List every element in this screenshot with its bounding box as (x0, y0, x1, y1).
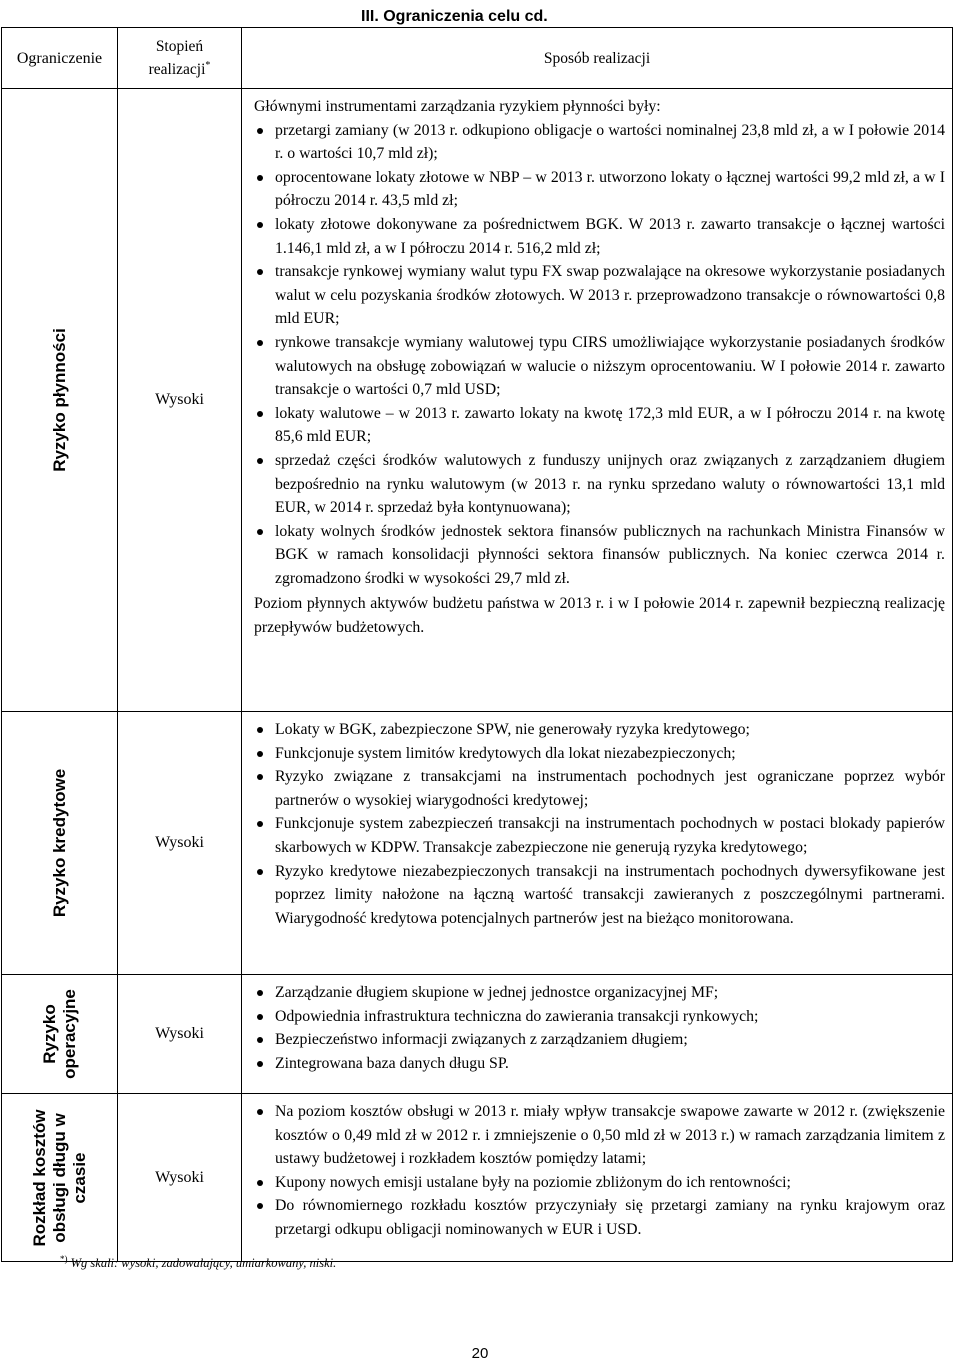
risk-name (50, 328, 70, 472)
risk-name-cell (2, 975, 118, 1094)
risk-name-line: Ryzyko płynności (49, 328, 69, 472)
risk-name-line: Ryzyko (39, 1004, 59, 1064)
risk-level: Wysoki (118, 712, 242, 975)
header-level-line2: realizacji (148, 61, 206, 79)
footnote (60, 1254, 336, 1271)
header-level-line1: Stopień (155, 37, 204, 55)
risk-description (242, 975, 953, 1094)
section-title: III. Ograniczenia celu cd. (361, 8, 548, 25)
description-summary: Poziom płynnych aktywów budżetu państwa w 2013 r. i w I połowie 2014 r. zapewnił bezpieczną realizację przepływów budżetowych. (254, 595, 945, 637)
risk-row (2, 975, 953, 1094)
page-number: 20 (471, 1345, 489, 1362)
bullet-item: Bezpieczeństwo informacji związanych z zarządzaniem długiem; (254, 1028, 945, 1052)
bullet-item: Zintegrowana baza danych długu SP. (254, 1052, 945, 1076)
bullet-item: transakcje rynkowej wymiany walut typu FX swap pozwalające na okresowe wykorzystanie posiadanych walut w celu pozyskania środków złotowych. W 2013 r. przeprowadzono transakcje o równowartości 0,8 mld EUR; (254, 260, 945, 331)
risk-row (2, 89, 953, 712)
bullet-item: Na poziom kosztów obsługi w 2013 r. miały wpływ transakcje swapowe zawarte w 2012 r. (zwiększenie kosztów o 0,49 mld zł w 2012 r. i zmniejszenie o 0,50 mld zł w 2013 r.) w ramach zarządzania limitem z ustawy budżetowej i rozkładem kosztów pomiędzy latami; (254, 1100, 945, 1171)
risk-description (242, 712, 953, 975)
description-intro: Głównymi instrumentami zarządzania ryzykiem płynności były: (254, 98, 661, 115)
bullet-list (254, 119, 945, 591)
bullet-item: lokaty wolnych środków jednostek sektora finansów publicznych na rachunkach Ministra Finansów w BGK w ramach konsolidacji płynności sektora finansów publicznych. Na koniec czerwca 2014 r. zgromadzono środki w wysokości 29,7 mld zł. (254, 520, 945, 591)
bullet-item: Odpowiednia infrastruktura techniczna do zawierania transakcji rynkowych; (254, 1005, 945, 1029)
bullet-item: lokaty walutowe – w 2013 r. zawarto lokaty na kwotę 172,3 mld EUR, a w I półroczu 2014 r. na kwotę 85,6 mld EUR; (254, 402, 945, 449)
risk-name-cell (2, 89, 118, 712)
bullet-item: Do równomiernego rozkładu kosztów przyczyniały się przetargi zamiany na rynku krajowym oraz przetargi odkupu obligacji nominowanych w EUR i USD. (254, 1194, 945, 1241)
footnote-marker: *) (60, 1254, 68, 1264)
risk-name (40, 989, 80, 1079)
bullet-item: Lokaty w BGK, zabezpieczone SPW, nie generowały ryzyka kredytowego; (254, 718, 945, 742)
header-method: Sposób realizacji (242, 28, 953, 89)
bullet-item: Kupony nowych emisji ustalane były na poziomie zbliżonym do ich rentowności; (254, 1171, 945, 1195)
bullet-list (254, 1100, 945, 1242)
risk-level: Wysoki (118, 1094, 242, 1262)
bullet-item: oprocentowane lokaty złotowe w NBP – w 2013 r. utworzono lokaty o łącznej wartości 99,2 mld zł, a w I półroczu 2014 r. 43,5 mld zł; (254, 166, 945, 213)
bullet-item: sprzedaż części środków walutowych z funduszy unijnych oraz związanych z zarządzaniem długiem bezpośrednio na rynku walutowym (w 2013 r. na rynku sprzedano waluty o równowartości 13,1 mld EUR, w 2014 r. sprzedaż była kontynuowana); (254, 449, 945, 520)
risk-name-line: czasie (69, 1151, 89, 1204)
bullet-item: Ryzyko związane z transakcjami na instrumentach pochodnych jest ograniczane poprzez wybór partnerów o wysokiej wiarygodności kredytowej; (254, 765, 945, 812)
risk-name (30, 1109, 90, 1246)
header-constraint: Ograniczenie (2, 28, 118, 89)
risk-level: Wysoki (118, 975, 242, 1094)
risk-name (50, 769, 70, 917)
bullet-item: przetargi zamiany (w 2013 r. odkupiono obligacje o wartości nominalnej 23,8 mld zł, a w I połowie 2014 r. o wartości 10,7 mld zł); (254, 119, 945, 166)
risk-description (242, 1094, 953, 1262)
bullet-list (254, 718, 945, 930)
bullet-item: Zarządzanie długiem skupione w jednej jednostce organizacyjnej MF; (254, 981, 945, 1005)
risk-name-line: obsługi długu w (49, 1112, 69, 1243)
risk-name-line: Ryzyko kredytowe (49, 768, 69, 918)
risk-row (2, 1094, 953, 1262)
risk-name-line: Rozkład kosztów (29, 1109, 49, 1246)
risk-name-cell (2, 1094, 118, 1262)
risk-name-line: operacyjne (59, 989, 79, 1079)
bullet-item: Ryzyko kredytowe niezabezpieczonych transakcji na instrumentach pochodnych dywersyfikowane jest poprzez limity nałożone na łączną wartość transakcji zawieranych z poszczególnymi partnerami. Wiarygodność kredytowa potencjalnych partnerów jest na bieżąco monitorowana. (254, 860, 945, 931)
header-level (118, 28, 242, 89)
risk-description (242, 89, 953, 712)
bullet-item: Funkcjonuje system zabezpieczeń transakcji na instrumentach pochodnych w postaci blokady papierów skarbowych w KDPW. Transakcje zabezpieczone nie generują ryzyka kredytowego; (254, 812, 945, 859)
risk-table (1, 27, 953, 1262)
header-row (2, 28, 953, 89)
footnote-text: Wg skali: wysoki, zadowalający, umiarkowany, niski. (70, 1256, 337, 1271)
risk-level: Wysoki (118, 89, 242, 712)
bullet-item: Funkcjonuje system limitów kredytowych dla lokat niezabezpieczonych; (254, 742, 945, 766)
bullet-list (254, 981, 945, 1075)
bullet-item: rynkowe transakcje wymiany walutowej typu CIRS umożliwiające wykorzystanie posiadanych środków walutowych na obsługę zobowiązań w walucie o niższym oprocentowaniu. W I połowie 2014 r. zawarto transakcje o wartości 0,7 mld USD; (254, 331, 945, 402)
bullet-item: lokaty złotowe dokonywane za pośrednictwem BGK. W 2013 r. zawarto transakcje o łącznej wartości 1.146,1 mld zł, a w I półroczu 2014 r. 516,2 mld zł; (254, 213, 945, 260)
risk-name-cell (2, 712, 118, 975)
risk-row (2, 712, 953, 975)
header-level-marker: * (205, 59, 211, 71)
